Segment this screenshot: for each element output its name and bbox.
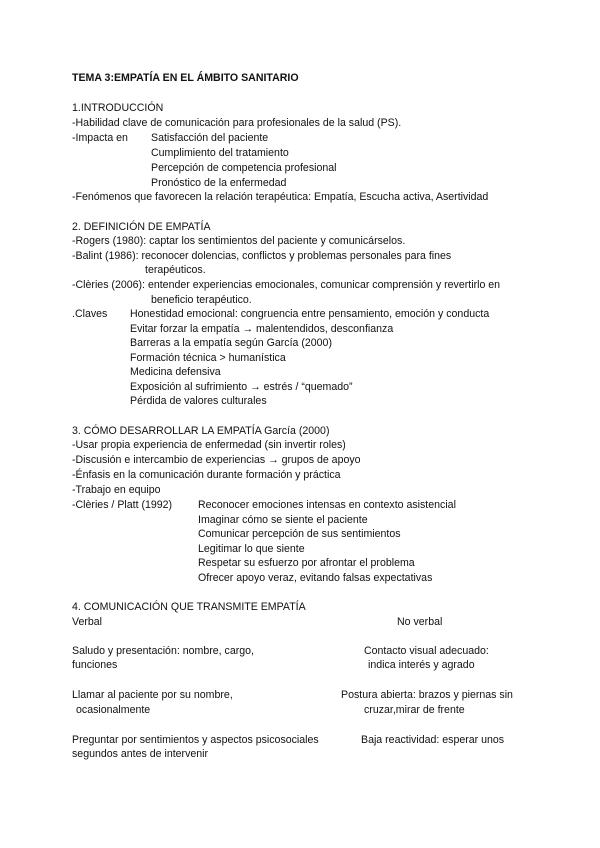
claves-label: .Claves: [72, 308, 108, 320]
clave-item: Honestidad emocional: congruencia entre pensamiento, emoción y conducta: [130, 308, 490, 320]
cleries-item: Imaginar cómo se siente el paciente: [198, 514, 368, 526]
section-3-heading: 3. CÓMO DESARROLLAR LA EMPATÍA García (2000): [72, 425, 330, 437]
clave-item: Pérdida de valores culturales: [130, 395, 267, 407]
def-balint: -Balint (1986): reconocer dolencias, conflictos y problemas personales para fines: [72, 250, 452, 262]
cleries-item: Respetar su esfuerzo por afrontar el problema: [198, 557, 415, 569]
noverbal-item: Postura abierta: brazos y piernas sin: [341, 689, 513, 701]
verbal-item-cont: ocasionalmente: [76, 704, 151, 716]
fenomenos-line: -Fenómenos que favorecen la relación terapéutica: Empatía, Escucha activa, Asertividad: [72, 191, 489, 203]
verbal-header: Verbal: [72, 616, 103, 628]
cleries-item: Legitimar lo que siente: [198, 543, 305, 555]
s1-line: -Habilidad clave de comunicación para profesionales de la salud (PS).: [72, 117, 402, 129]
cleries-platt-label: -Clèries / Platt (1992): [72, 499, 173, 511]
s3-item: -Trabajo en equipo: [72, 484, 161, 496]
section-1-heading: 1.INTRODUCCIÓN: [72, 102, 164, 114]
clave-item: Barreras a la empatía según García (2000): [130, 337, 332, 349]
noverbal-item-cont: indica interés y agrado: [368, 659, 475, 671]
clave-item: Exposición al sufrimiento → estrés / “quemado”: [130, 381, 353, 393]
verbal-item: Llamar al paciente por su nombre,: [72, 689, 233, 701]
s3-item: -Discusión e intercambio de experiencias → grupos de apoyo: [72, 454, 361, 466]
verbal-item: Saludo y presentación: nombre, cargo,: [72, 645, 254, 657]
verbal-item: Preguntar por sentimientos y aspectos psicosociales: [72, 734, 319, 746]
def-rogers: -Rogers (1980): captar los sentimientos del paciente y comunicárselos.: [72, 235, 406, 247]
s3-item: -Énfasis en la comunicación durante formación y práctica: [72, 469, 341, 481]
def-cleries: -Clèries (2006): entender experiencias emocionales, comunicar comprensión y revertirlo en: [72, 279, 501, 291]
document-title: TEMA 3:EMPATÍA EN EL ÁMBITO SANITARIO: [72, 72, 299, 84]
def-cleries-cont: beneficio terapéutico.: [151, 294, 252, 306]
clave-item: Medicina defensiva: [130, 366, 221, 378]
impacta-label: -Impacta en: [72, 132, 128, 144]
verbal-item-cont: funciones: [72, 659, 118, 671]
verbal-item-cont: segundos antes de intervenir: [72, 748, 209, 760]
clave-item: Evitar forzar la empatía → malentendidos, desconfianza: [130, 323, 394, 335]
cleries-item: Reconocer emociones intensas en contexto asistencial: [198, 499, 456, 511]
noverbal-header: No verbal: [397, 616, 443, 628]
noverbal-item: Contacto visual adecuado:: [364, 645, 489, 657]
clave-item: Formación técnica > humanística: [130, 352, 286, 364]
def-balint-cont: terapéuticos.: [145, 264, 206, 276]
impacta-item: Percepción de competencia profesional: [151, 162, 337, 174]
cleries-item: Comunicar percepción de sus sentimientos: [198, 528, 401, 540]
impacta-item: Cumplimiento del tratamiento: [151, 147, 289, 159]
s3-item: -Usar propia experiencia de enfermedad (sin invertir roles): [72, 439, 346, 451]
section-4-heading: 4. COMUNICACIÓN QUE TRANSMITE EMPATÍA: [72, 601, 306, 613]
impacta-item: Pronóstico de la enfermedad: [151, 177, 287, 189]
section-2-heading: 2. DEFINICIÓN DE EMPATÍA: [72, 221, 211, 233]
impacta-item: Satisfacción del paciente: [151, 132, 269, 144]
noverbal-item-cont: cruzar,mirar de frente: [364, 704, 465, 716]
cleries-item: Ofrecer apoyo veraz, evitando falsas expectativas: [198, 572, 433, 584]
noverbal-item: Baja reactividad: esperar unos: [361, 734, 505, 746]
